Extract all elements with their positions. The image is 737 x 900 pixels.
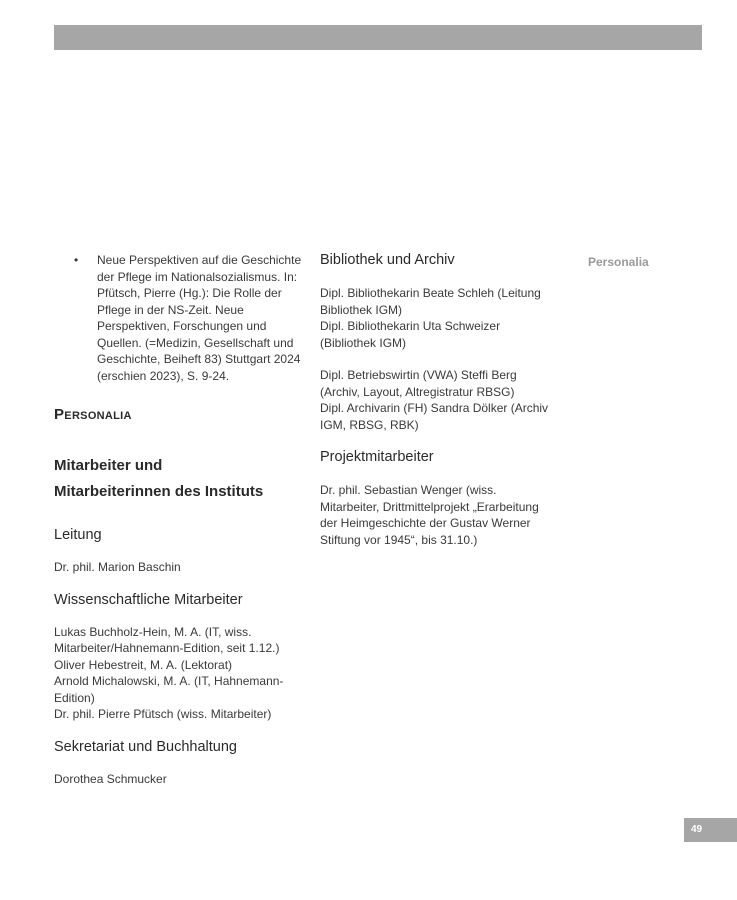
heading-bibliothek: Bibliothek und Archiv [320, 252, 455, 268]
section-subtitle [54, 453, 304, 505]
bibliothek-list [320, 285, 570, 351]
list-item: Dipl. Archivarin (FH) Sandra Dölker (Archiv [320, 401, 549, 415]
heading-projekt: Projektmitarbeiter [320, 449, 434, 465]
list-item: Lukas Buchholz-Hein, M. A. (IT, wiss. [54, 624, 252, 639]
archiv-list [320, 367, 570, 433]
list-item: Dipl. Bibliothekarin Beate Schleh (Leitung [320, 286, 541, 300]
heading-sekretariat: Sekretariat und Buchhaltung [54, 738, 237, 755]
publication-item: • Neue Perspektiven auf die Geschichte der Pflege im Nationalsozialismus. In: Pfütsch, Pierre (Hg.): Die Rolle der Pflege in der NS-Zeit. Neue Perspektiven, Forschungen und Quellen. (=Medizin, Gesellschaft und Geschichte, Beiheft 83) Stuttgart 2024 (erschien 2023), S. 9-24. [97, 252, 304, 384]
header-bar [54, 25, 702, 50]
list-item: Mitarbeiter, Drittmittelprojekt „Erarbeitung [320, 499, 539, 514]
wiss-mitarbeiter-list [54, 624, 304, 723]
list-item: Arnold Michalowski, M. A. (IT, Hahnemann- [54, 674, 284, 688]
list-item: Dorothea Schmucker [54, 771, 167, 786]
heading-wiss-mitarbeiter: Wissenschaftliche Mitarbeiter [54, 591, 243, 608]
list-item: Mitarbeiter/Hahnemann-Edition, seit 1.12.) [54, 641, 280, 655]
section-subtitle-line: Mitarbeiterinnen des Instituts [54, 483, 264, 500]
sekretariat-list [54, 771, 304, 788]
list-item: Dr. phil. Marion Baschin [54, 560, 181, 574]
list-item: Dr. phil. Pierre Pfütsch (wiss. Mitarbeiter) [54, 707, 272, 721]
list-item: Dipl. Bibliothekarin Uta Schweizer [320, 319, 501, 333]
section-title: Personalia [54, 406, 132, 423]
list-item: Edition) [54, 690, 95, 705]
list-item: Stiftung vor 1945“, bis 31.10.) [320, 532, 478, 547]
list-item: Dr. phil. Sebastian Wenger (wiss. [320, 483, 497, 497]
middle-column [320, 250, 570, 548]
list-item: der Heimgeschichte der Gustav Werner [320, 516, 531, 530]
list-item: (Archiv, Layout, Altregistratur RBSG) [320, 384, 515, 399]
running-head: Personalia [588, 255, 649, 269]
projekt-list [320, 482, 570, 548]
heading-leitung: Leitung [54, 527, 102, 543]
page-number: 49 [684, 818, 737, 842]
left-column [54, 252, 304, 787]
publication-list [54, 252, 304, 384]
list-item: Dipl. Betriebswirtin (VWA) Steffi Berg [320, 368, 517, 382]
leitung-list [54, 559, 304, 576]
list-item: IGM, RBSG, RBK) [320, 417, 419, 432]
section-subtitle-line: Mitarbeiter und [54, 457, 163, 474]
list-item: Bibliothek IGM) [320, 302, 403, 317]
list-item: Oliver Hebestreit, M. A. (Lektorat) [54, 657, 233, 672]
list-item: (Bibliothek IGM) [320, 335, 407, 350]
